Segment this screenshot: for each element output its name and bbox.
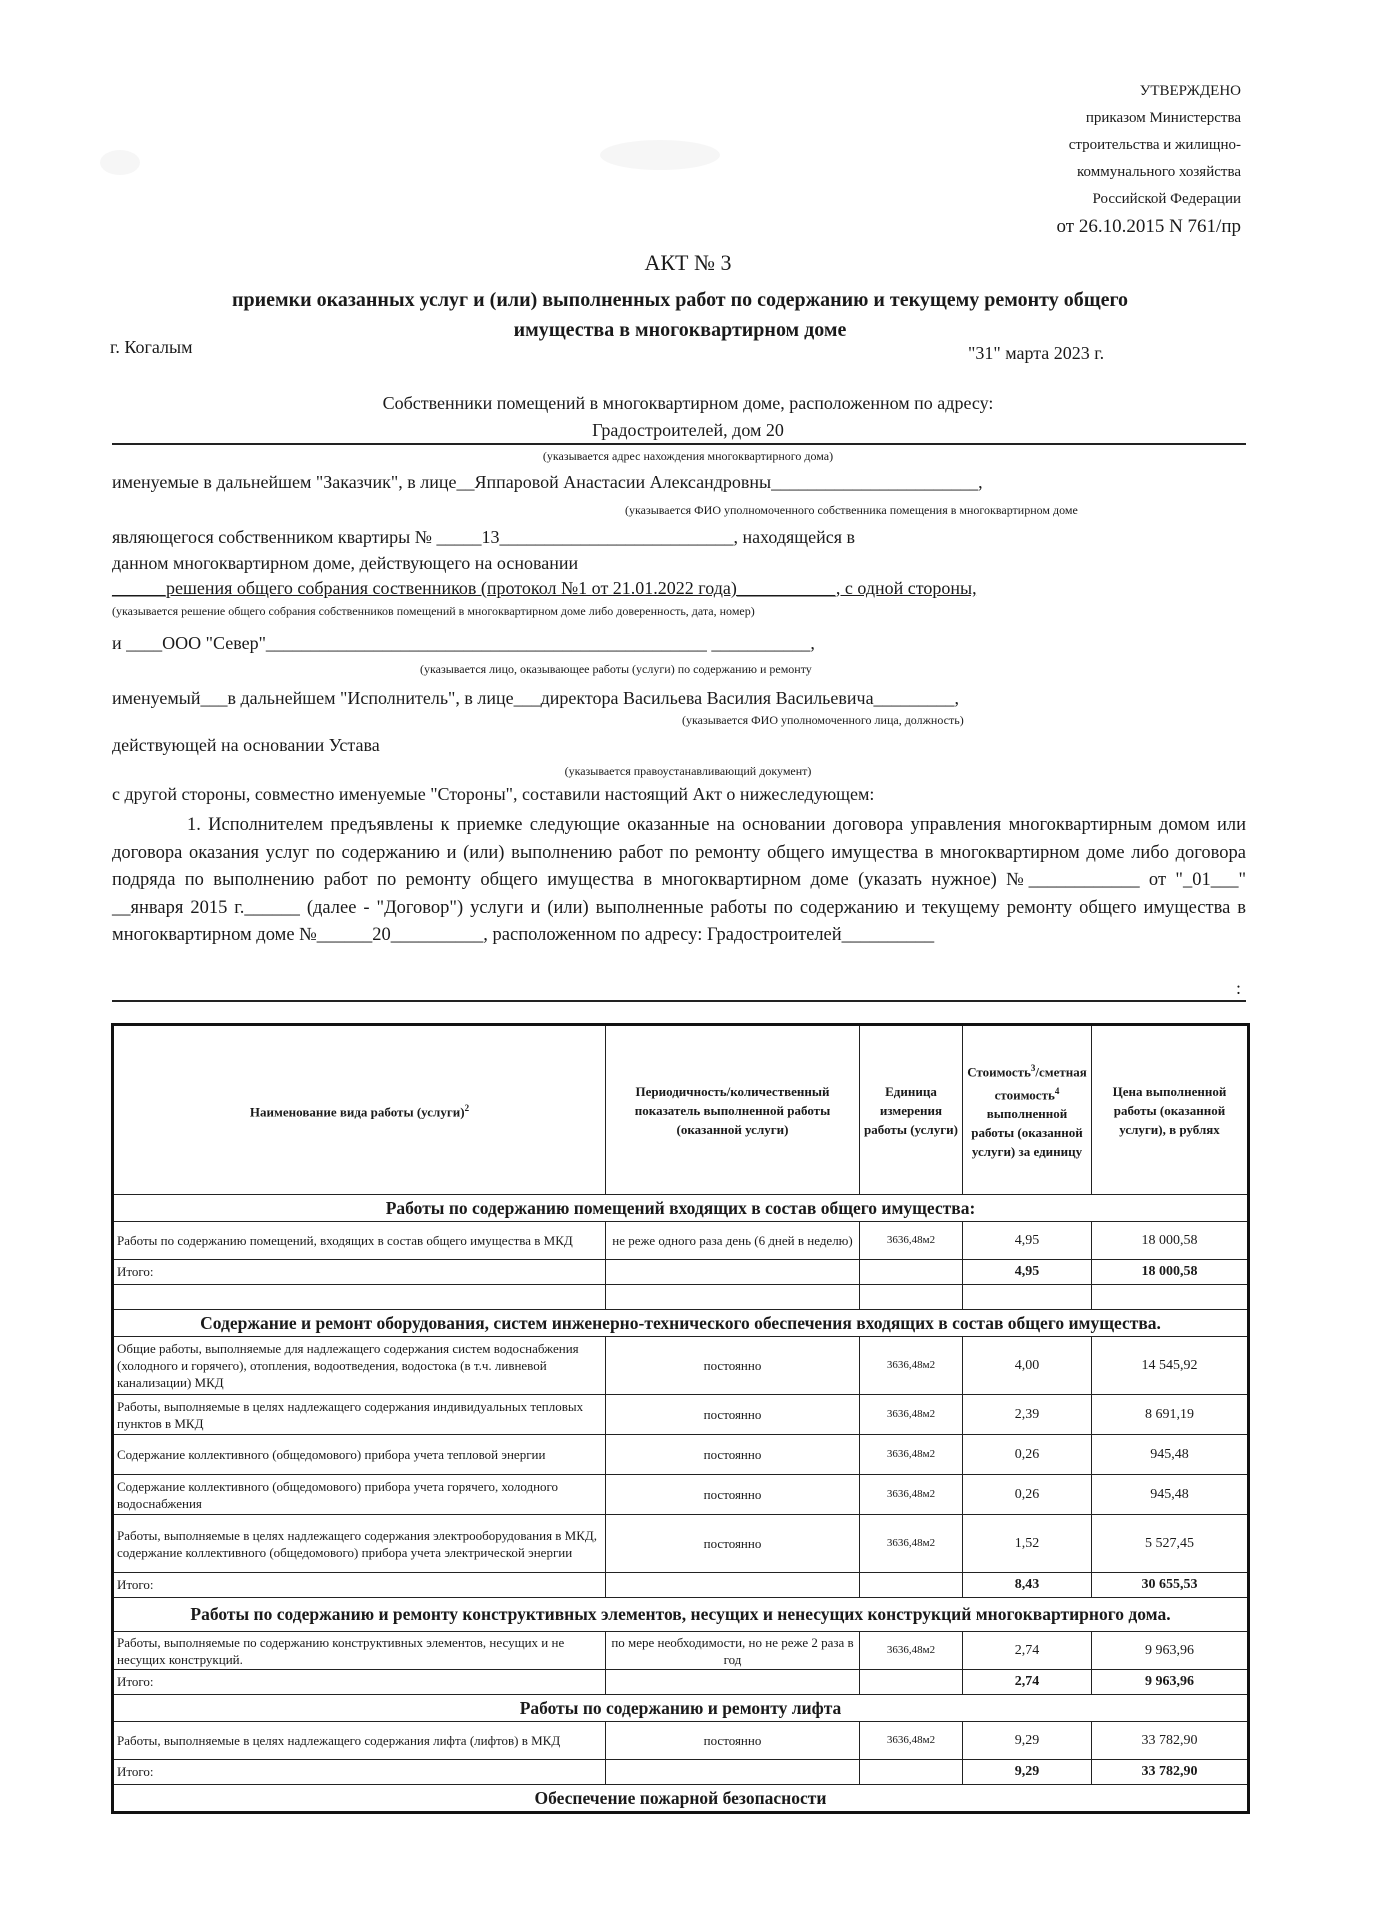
total-row: Итого: 4,95 18 000,58 (113, 1260, 1249, 1285)
address-hint: (указывается адрес нахождения многоквартирного дома) (542, 449, 834, 463)
header-price: Цена выполненной работы (оказанной услуги), в рублях (1092, 1025, 1249, 1195)
contractor-line: и ____ООО "Север"_________________________________________________ ___________, (112, 633, 815, 653)
scan-smudge (600, 140, 720, 170)
basis-intro: данном многоквартирном доме, действующего на основании (112, 553, 579, 573)
total-row: Итого: 8,43 30 655,53 (113, 1573, 1249, 1598)
scan-smudge (100, 150, 140, 175)
house-address: Градостроителей, дом 20 (592, 420, 784, 440)
owners-intro: Собственники помещений в многоквартирном доме, расположенном по адресу: (382, 393, 994, 413)
table-row: Содержание коллективного (общедомового) прибора учета горячего, холодного водоснабжения постоянно 3636,48м2 0,26 945,48 (113, 1475, 1249, 1515)
address-underline (112, 443, 1246, 445)
header-periodicity: Периодичность/количественный показатель выполненной работы (оказанной услуги) (606, 1025, 860, 1195)
approval-order: от 26.10.2015 N 761/пр (1056, 216, 1241, 237)
section-header-row: Обеспечение пожарной безопасности (113, 1785, 1249, 1813)
table-row: Работы, выполняемые в целях надлежащего содержания индивидуальных тепловых пунктов в МКД постоянно 3636,48м2 2,39 8 691,19 (113, 1395, 1249, 1435)
acting-hint: (указывается правоустанавливающий документ) (564, 764, 812, 778)
section-header-row: Содержание и ремонт оборудования, систем инженерно-технического обеспечения входящих в состав общего имущества. (113, 1310, 1249, 1337)
customer-line: именуемые в дальнейшем "Заказчик", в лице__Яппаровой Анастасии Александровны_______________________, (112, 472, 983, 492)
table-row: Работы, выполняемые в целях надлежащего содержания электрооборудования в МКД, содержание коллективного (общедомового) прибора учета электрической энергии постоянно 3636,48м2 1,52 5 527,45 (113, 1515, 1249, 1573)
subtitle-line-1: приемки оказанных услуг и (или) выполненных работ по содержанию и текущему ремонту общего (231, 289, 1129, 311)
basis-value: ______решения общего собрания соственников (протокол №1 от 21.01.2022 года)___________, с одной стороны, (112, 578, 977, 598)
approval-line: Российской Федерации (1092, 191, 1241, 207)
clause-end-mark: : (1236, 978, 1242, 998)
clause-1 (112, 812, 1246, 950)
header-work-name: Наименование вида работы (услуги)$^2$ (113, 1025, 606, 1195)
approval-stamp-block (1057, 78, 1241, 241)
clause-1-text: 1. Исполнителем предъявлены к приемке следующие оказанные на основании договора управления многоквартирным домом или договора оказания услуг по содержанию и (или) выполнению работ по ремонту общего имущества в многоквартирном доме либо договора подряда по выполнению работ по ремонту общего имущества в многоквартирном доме (указать нужное) №____________ от "_01___" __января 2015 г.______ (далее - "Договор") услуги и (или) выполненные работы по содержанию и текущему ремонту общего имущества в многоквартирном доме №______20__________, расположенном по адресу: Градостроителей__________ (112, 815, 1246, 945)
approval-heading: УТВЕРЖДЕНО (1139, 83, 1241, 99)
header-unit-cost: Стоимость$^3$/сметная стоимость$^4$ выполненной работы (оказанной услуги) за единицу (963, 1025, 1092, 1195)
approval-line: приказом Министерства (1085, 110, 1241, 126)
table-row: Общие работы, выполняемые для надлежащего содержания систем водоснабжения (холодного и горячего), отопления, водоотведения, водостока (в т.ч. ливневой канализации) МКД постоянно 3636,48м2 4,00 14 545,92 (113, 1337, 1249, 1395)
table-row: Работы, выполняемые в целях надлежащего содержания лифта (лифтов) в МКД постоянно 3636,48м2 9,29 33 782,90 (113, 1722, 1249, 1760)
basis-hint: (указывается решение общего собрания собственников помещений в многоквартирном доме либо доверенность, дата, номер) (112, 604, 755, 618)
executor-line: именуемый___в дальнейшем "Исполнитель", в лице___директора Васильева Василия Васильевича_________, (112, 688, 960, 708)
customer-hint: (указывается ФИО уполномоченного собственника помещения в многоквартирном доме (625, 503, 1078, 517)
closing-line: с другой стороны, совместно именуемые "Стороны", составили настоящий Акт о нижеследующем: (112, 784, 875, 804)
approval-line: коммунального хозяйства (1077, 164, 1241, 180)
total-row: Итого: 9,29 33 782,90 (113, 1760, 1249, 1785)
blank-row (113, 1285, 1249, 1310)
section-header-row: Работы по содержанию и ремонту конструктивных элементов, несущих и ненесущих конструкций многоквартирного дома. (113, 1598, 1249, 1632)
document-date: "31" марта 2023 г. (968, 343, 1105, 363)
works-table (111, 1023, 1250, 1814)
document-city: г. Когалым (110, 337, 193, 357)
acting-line: действующей на основании Устава (112, 735, 380, 755)
subtitle-line-2: имущества в многоквартирном доме (513, 319, 847, 341)
table-row: Работы по содержанию помещений, входящих в состав общего имущества в МКД не реже одного раза день (6 дней в неделю) 3636,48м2 4,95 18 000,58 (113, 1222, 1249, 1260)
approval-line: строительства и жилищно- (1068, 137, 1241, 153)
section-header-row: Работы по содержанию и ремонту лифта (113, 1695, 1249, 1722)
executor-hint: (указывается ФИО уполномоченного лица, должность) (682, 713, 964, 727)
header-unit: Единица измерения работы (услуги) (860, 1025, 963, 1195)
table-row: Содержание коллективного (общедомового) прибора учета тепловой энергии постоянно 3636,48м2 0,26 945,48 (113, 1435, 1249, 1475)
contractor-hint: (указывается лицо, оказывающее работы (услуги) по содержанию и ремонту (420, 662, 812, 676)
total-row: Итого: 2,74 9 963,96 (113, 1670, 1249, 1695)
table-header-row (113, 1025, 1249, 1195)
table-row: Работы, выполняемые по содержанию конструктивных элементов, несущих и не несущих конструкций. по мере необходимости, но не реже 2 раза в год 3636,48м2 2,74 9 963,96 (113, 1632, 1249, 1670)
document-subtitle (110, 285, 1250, 345)
clause-underline (112, 1000, 1246, 1002)
document-title: АКТ № 3 (644, 250, 732, 275)
section-header-row: Работы по содержанию помещений входящих в состав общего имущества: (113, 1195, 1249, 1222)
apartment-line: являющегося собственником квартиры № _____13__________________________, находящейся в (112, 527, 856, 547)
